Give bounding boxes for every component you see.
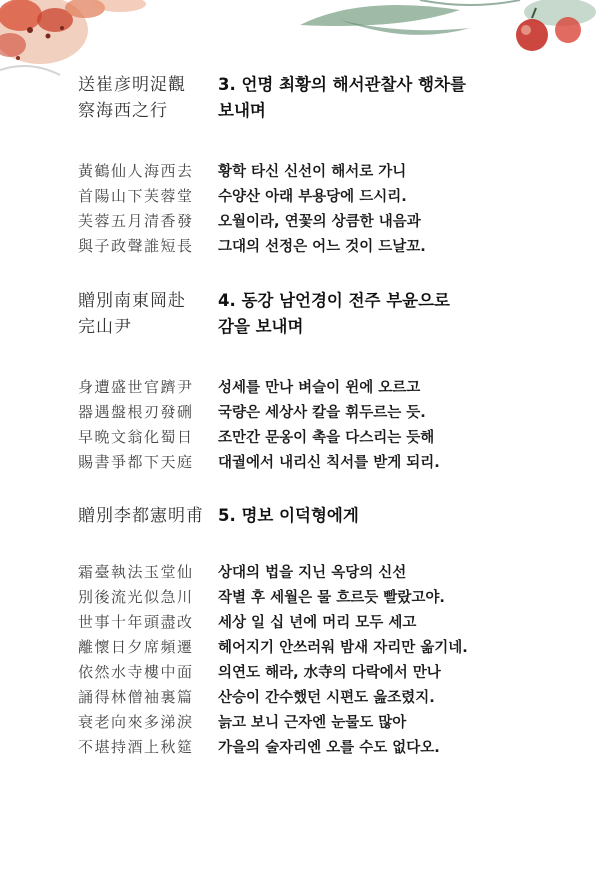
- poem-title-hanja: [78, 503, 218, 529]
- line-korean: 세상 일 십 년에 머리 모두 세고: [218, 615, 417, 631]
- line-hanja: 黃鶴仙人海西去: [78, 162, 194, 180]
- poem-lines: [78, 374, 598, 474]
- line-korean: 상대의 법을 지닌 옥당의 신선: [218, 565, 407, 581]
- poem-line: [78, 709, 598, 734]
- line-korean: 수양산 아래 부용당에 드시리.: [218, 189, 407, 205]
- poem-title-row: [78, 288, 598, 340]
- line-korean: 작별 후 세월은 물 흐르듯 빨랐고야.: [218, 590, 445, 606]
- line-hanja: 霜臺執法玉堂仙: [78, 563, 194, 581]
- poem-line: [78, 158, 598, 183]
- line-hanja: 早晩文翁化蜀日: [78, 428, 194, 446]
- line-hanja: 與子政聲誰短長: [78, 237, 194, 255]
- poem-line: [78, 424, 598, 449]
- line-hanja: 依然水寺樓中面: [78, 663, 194, 681]
- poem-line: [78, 208, 598, 233]
- line-hanja: 器遇盤根刃發硎: [78, 403, 194, 421]
- title-hanja-line: 完山尹: [78, 317, 132, 337]
- title-hanja-line: 察海西之行: [78, 101, 168, 121]
- title-korean-line: 4. 동강 남언경이 전주 부윤으로: [218, 291, 450, 310]
- poem-title-row: [78, 72, 598, 124]
- poem-line: [78, 684, 598, 709]
- title-korean-line: 감을 보내며: [218, 317, 304, 336]
- line-korean: 조만간 문옹이 촉을 다스리는 듯해: [218, 430, 435, 446]
- title-korean-line: 5. 명보 이덕형에게: [218, 506, 359, 525]
- poem-title-hanja: [78, 288, 218, 340]
- line-korean: 산승이 간수했던 시편도 읊조렸지.: [218, 690, 435, 706]
- title-hanja-line: 贈別李都憲明甫: [78, 506, 204, 526]
- title-hanja-line: 贈別南東岡赴: [78, 291, 186, 311]
- line-hanja: 誦得林僧袖裏篇: [78, 688, 194, 706]
- line-korean: 그대의 선정은 어느 것이 드날꼬.: [218, 239, 426, 255]
- line-korean: 헤어지기 안쓰러워 밤새 자리만 옮기네.: [218, 640, 468, 656]
- line-korean: 가을의 술자리엔 오를 수도 없다오.: [218, 740, 440, 756]
- line-korean: 의연도 해라, 水寺의 다락에서 만나: [218, 665, 441, 681]
- line-korean: 황학 타신 신선이 해서로 가니: [218, 164, 407, 180]
- red-flower-blossom-decoration: [0, 0, 146, 75]
- line-hanja: 不堪持酒上秋筵: [78, 738, 194, 756]
- line-hanja: 首陽山下芙蓉堂: [78, 187, 194, 205]
- title-korean-line: 보내며: [218, 101, 266, 120]
- poem-line: [78, 399, 598, 424]
- line-hanja: 芙蓉五月清香發: [78, 212, 194, 230]
- poem-title-hanja: [78, 72, 218, 124]
- poem-title-row: [78, 503, 598, 529]
- poem-line: [78, 634, 598, 659]
- poem-line: [78, 559, 598, 584]
- line-hanja: 離懷日夕席頻遷: [78, 638, 194, 656]
- title-korean-line: 3. 언명 최황의 해서관찰사 행차를: [218, 75, 466, 94]
- poem-line: [78, 734, 598, 759]
- line-hanja: 衰老向來多涕淚: [78, 713, 194, 731]
- poem-line: [78, 659, 598, 684]
- poem-section-3: [78, 72, 598, 258]
- poem-title-korean: [218, 72, 466, 124]
- line-hanja: 世事十年頭盡改: [78, 613, 194, 631]
- poem-lines: [78, 158, 598, 258]
- line-korean: 늙고 보니 근자엔 눈물도 많아: [218, 715, 407, 731]
- poem-title-korean: [218, 503, 359, 529]
- poem-line: [78, 449, 598, 474]
- poem-section-4: [78, 288, 598, 474]
- line-hanja: 身遭盛世官躋尹: [78, 378, 194, 396]
- poem-line: [78, 233, 598, 258]
- poem-section-5: [78, 503, 598, 759]
- poem-title-korean: [218, 288, 450, 340]
- poem-line: [78, 609, 598, 634]
- green-leaf-decoration: [300, 0, 596, 35]
- poem-line: [78, 584, 598, 609]
- poem-line: [78, 374, 598, 399]
- title-hanja-line: 送崔彦明浞觀: [78, 75, 186, 95]
- poem-line: [78, 183, 598, 208]
- line-korean: 대궐에서 내리신 칙서를 받게 되리.: [218, 455, 440, 471]
- line-hanja: 賜書爭都下天庭: [78, 453, 194, 471]
- poem-lines: [78, 559, 598, 759]
- line-korean: 오월이라, 연꽃의 상큼한 내음과: [218, 214, 421, 230]
- line-korean: 국량은 세상사 칼을 휘두르는 듯.: [218, 405, 426, 421]
- line-korean: 성세를 만나 벼슬이 윈에 오르고: [218, 380, 421, 396]
- line-hanja: 別後流光似急川: [78, 588, 194, 606]
